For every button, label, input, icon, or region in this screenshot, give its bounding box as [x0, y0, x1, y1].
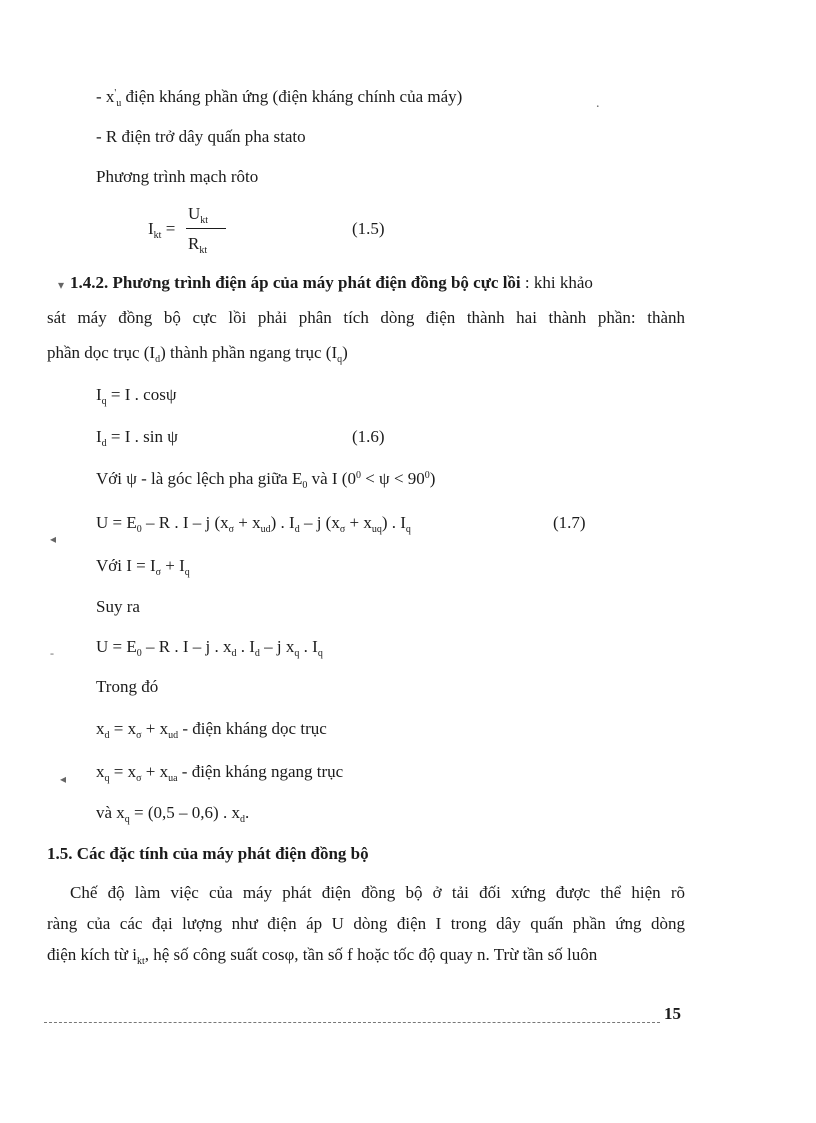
eq-u-2: $U = E_0 - R$ . I – j . $x_d$ . $I_d$ – j $x_q$ . $I_q$ [96, 637, 323, 659]
section-15-heading: 1.5. Các đặc tính của máy phát điện đồng bộ [47, 844, 369, 863]
section-15-paragraph-line2: ràng của các đại lượng như điện áp U dòng điện I trong dây quấn phần ứng dòng [47, 914, 685, 933]
scan-mark: - [50, 646, 54, 660]
section-142-line3: phần dọc trục $(I_d)$ thành phần ngang trục $(I_q)$ [47, 343, 348, 365]
section-15-paragraph-line1: Chế độ làm việc của máy phát điện đồng bộ ở tải đối xứng được thể hiện rõ [70, 883, 685, 902]
section-142-heading: 1.4.2. Phương trình điện áp của máy phát điện đồng bộ cực lồi : khi khảo [70, 273, 593, 292]
scan-mark: . [596, 96, 600, 111]
eq17-tag: (1.7) [553, 513, 586, 532]
eq-xd: $x_d = x_\sigma + x_{ud}$ - điện kháng dọc trục [96, 719, 327, 741]
eq-voi-i: Với $I = I_\sigma + I_q$ [96, 556, 190, 578]
section-15-paragraph-line3: điện kích từ $i_{kt}$, hệ số công suất cosφ, tần số f hoặc tốc độ quay n. Trừ tần số luôn [47, 945, 598, 967]
eq-id: $I_d = I$ . sin ψ [96, 427, 178, 449]
eq15-lhs: $I_{kt}$ = [148, 219, 176, 241]
text-line-rotor-eq: Phương trình mạch rôto [96, 167, 259, 186]
eq15-tag: (1.5) [352, 219, 385, 238]
text-line-xu: - $x'_u$ điện kháng phần ứng (điện kháng chính của máy) [96, 87, 463, 109]
eq-iq: $I_q = I$ . cosψ [96, 385, 177, 407]
scan-mark: ◂ [50, 532, 57, 546]
eq16-tag: (1.6) [352, 427, 385, 446]
text-trong-do: Trong đó [96, 677, 159, 696]
section-142-line2: sát máy đồng bộ cực lồi phải phân tích dòng điện thành hai thành phần: thành [47, 308, 685, 327]
text-voi-psi: Với ψ - là góc lệch pha giữa $E_0$ và I $(0^0 < \psi < 90^0)$ [96, 469, 436, 491]
text-suy-ra: Suy ra [96, 597, 140, 616]
eq-u-17: $U = E_0 - R$ . I – j $(x_\sigma + x_{ud})$ . $I_d$ – j $(x_\sigma + x_{uq})$ . $I_q$ [96, 513, 411, 535]
eq-xq: $x_q = x_\sigma + x_{ua}$ - điện kháng ngang trục [96, 762, 344, 784]
eq15-denominator: $R_{kt}$ [188, 234, 208, 256]
eq15-fraction-bar [186, 228, 226, 229]
eq15-numerator: $U_{kt}$ [188, 204, 209, 226]
eq-va-xq: và $x_q = (0,5 - 0,6)$ . $x_d$. [96, 803, 250, 825]
scan-mark: ▾ [58, 278, 65, 292]
page-number: 15 [664, 1004, 681, 1023]
footer-rule [44, 1022, 660, 1023]
scan-mark: ◂ [60, 772, 67, 786]
text-line-r: - R điện trở dây quấn pha stato [96, 127, 306, 146]
